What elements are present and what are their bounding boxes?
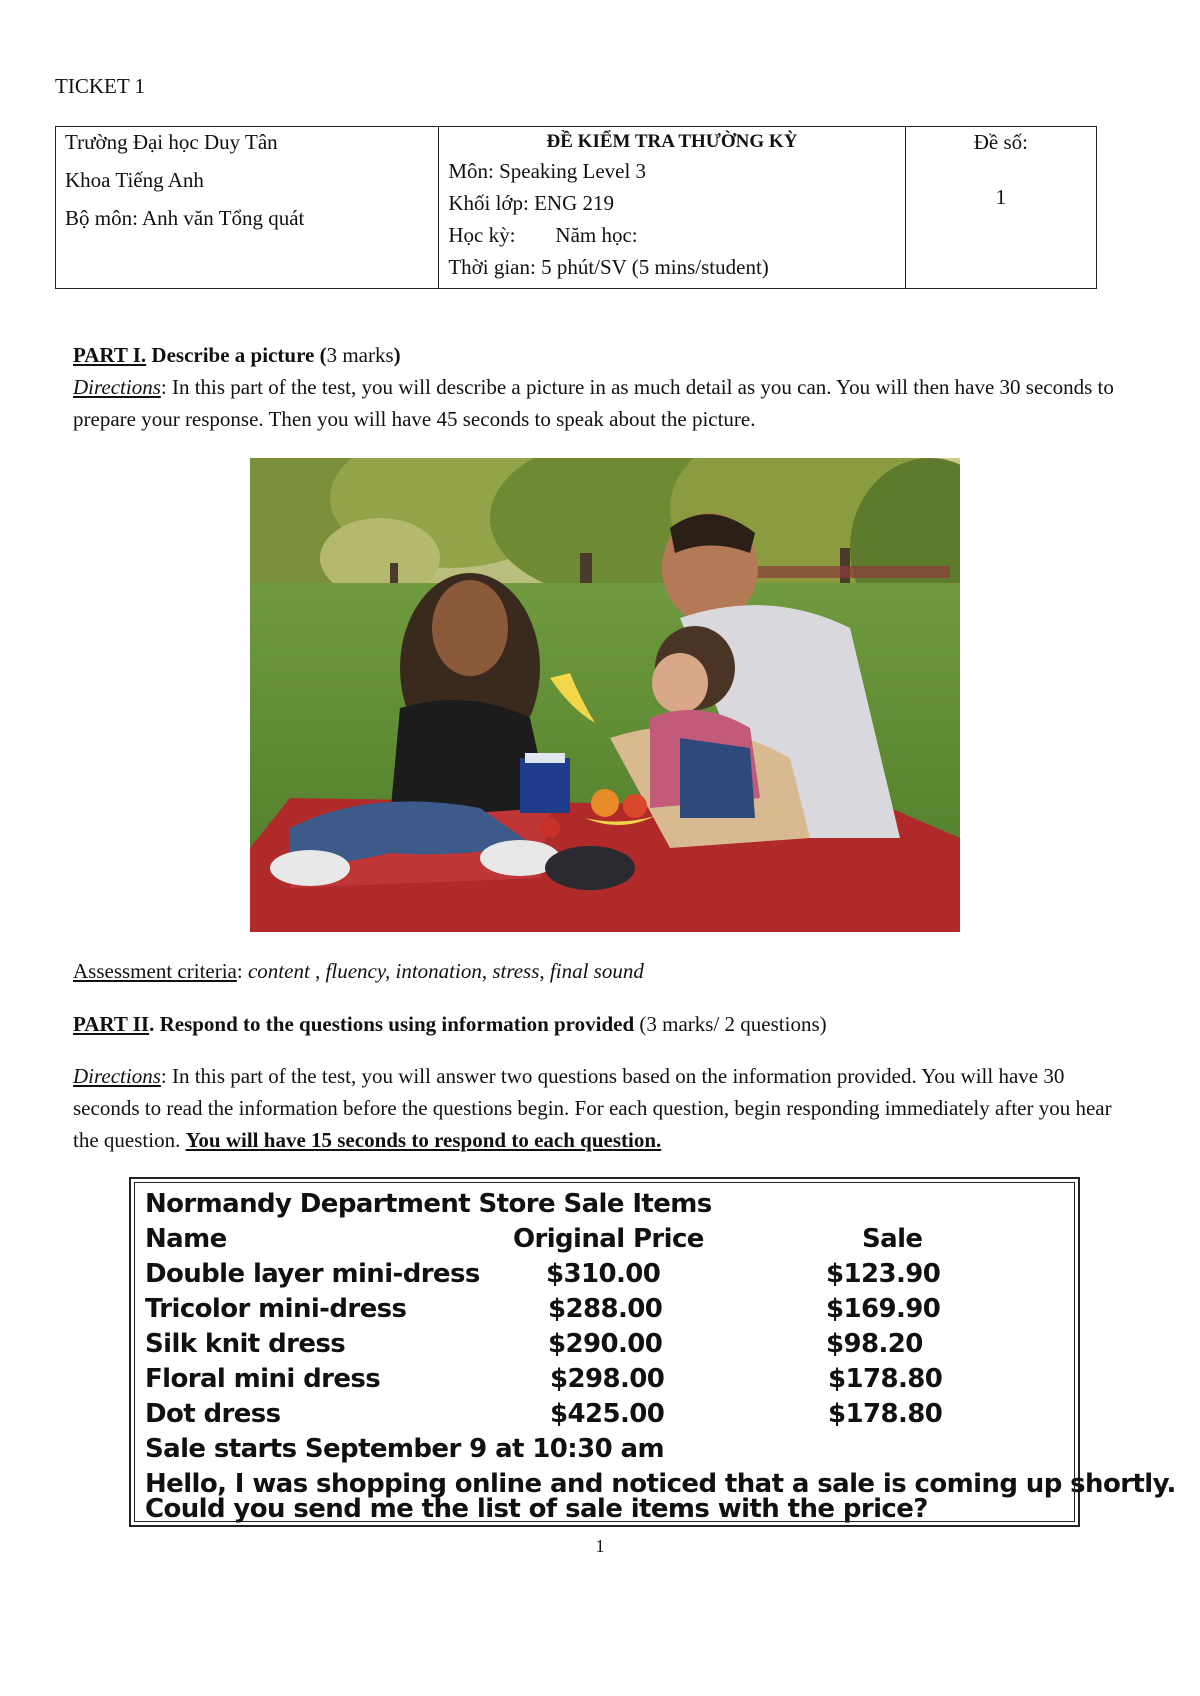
- part2-directions-emphasis: You will have 15 seconds to respond to each question.: [185, 1128, 662, 1152]
- item-sale-price: $169.90: [826, 1294, 941, 1324]
- item-original-price: $290.00: [548, 1329, 663, 1359]
- col-sale-header: Sale: [862, 1224, 923, 1254]
- item-original-price: $310.00: [546, 1259, 661, 1289]
- picnic-photo: [250, 458, 960, 932]
- exam-info-cell: [439, 127, 905, 289]
- school-info-cell: [56, 127, 439, 289]
- item-name: Double layer mini-dress: [145, 1259, 480, 1289]
- table-row: [145, 1257, 1045, 1291]
- part2-marks: (3 marks/ 2 questions): [634, 1012, 827, 1036]
- item-sale-price: $178.80: [828, 1399, 943, 1429]
- assessment-text: content , fluency, intonation, stress, final sound: [247, 959, 644, 983]
- customer-message-line-2: Could you send me the list of sale items with the price?: [145, 1494, 928, 1524]
- table-row: [145, 1362, 1045, 1396]
- sale-start-line: Sale starts September 9 at 10:30 am: [145, 1434, 664, 1464]
- table-row: [145, 1292, 1045, 1326]
- assessment-label: Assessment criteria: [73, 959, 237, 983]
- part1-marks: 3 marks: [326, 343, 394, 367]
- picnic-scene-image: [250, 458, 960, 932]
- col-original-header: Original Price: [513, 1224, 704, 1254]
- part1-heading: [73, 339, 1133, 371]
- part1-label: PART I.: [73, 343, 147, 367]
- item-name: Dot dress: [145, 1399, 281, 1429]
- item-name: Tricolor mini-dress: [145, 1294, 407, 1324]
- assessment-colon: :: [236, 959, 248, 983]
- exam-number: 1: [995, 185, 1007, 209]
- item-original-price: $425.00: [550, 1399, 665, 1429]
- part2-directions-text: : In this part of the test, you will answer two questions based on the information provided. You will have 30 seconds to read the information before the questions begin. For each question, begin responding immediately after you hear the question.: [73, 1064, 1112, 1152]
- part1-directions-label: Directions: [73, 375, 161, 399]
- item-sale-price: $98.20: [826, 1329, 923, 1359]
- part2-title: . Respond to the questions using information provided: [149, 1012, 635, 1036]
- item-original-price: $288.00: [548, 1294, 663, 1324]
- subject-line: Môn: Speaking Level 3: [448, 159, 647, 183]
- class-line: Khối lớp: ENG 219: [448, 191, 615, 215]
- part2-directions: [73, 1060, 1133, 1156]
- exam-header-table: [55, 126, 1097, 289]
- table-row: [145, 1397, 1045, 1431]
- year-label: Năm học:: [555, 223, 638, 247]
- sale-title: Normandy Department Store Sale Items: [145, 1189, 712, 1219]
- part1-directions-text: : In this part of the test, you will describe a picture in as much detail as you can. You will then have 30 seconds to prepare your response. Then you will have 45 seconds to speak about the picture.: [73, 375, 1114, 431]
- item-name: Silk knit dress: [145, 1329, 346, 1359]
- item-original-price: $298.00: [550, 1364, 665, 1394]
- semester-year-line: [439, 219, 904, 251]
- part2-directions-label: Directions: [73, 1064, 161, 1088]
- exam-title: ĐỀ KIỂM TRA THƯỜNG KỲ: [546, 131, 798, 152]
- faculty-name: Khoa Tiếng Anh: [65, 168, 204, 192]
- university-name: Trường Đại học Duy Tân: [65, 130, 278, 154]
- page-number: 1: [595, 1536, 605, 1556]
- item-sale-price: $123.90: [826, 1259, 941, 1289]
- table-row: [145, 1327, 1045, 1361]
- exam-number-label: Đề số:: [973, 130, 1028, 154]
- time-line: Thời gian: 5 phút/SV (5 mins/student): [448, 255, 769, 279]
- semester-label: Học kỳ:: [448, 223, 516, 247]
- exam-number-cell: [905, 127, 1096, 289]
- col-name-header: Name: [145, 1224, 227, 1254]
- department-name: Bộ môn: Anh văn Tổng quát: [65, 206, 305, 230]
- assessment-criteria: [73, 955, 1133, 987]
- part1-close: ): [393, 343, 401, 367]
- part1-title: Describe a picture (: [146, 343, 327, 367]
- ticket-label: TICKET 1: [55, 74, 146, 98]
- sale-header-row: [145, 1222, 1045, 1256]
- item-name: Floral mini dress: [145, 1364, 381, 1394]
- sale-items-box: [129, 1177, 1176, 1527]
- item-sale-price: $178.80: [828, 1364, 943, 1394]
- customer-message-line-1: Hello, I was shopping online and noticed that a sale is coming up shortly.: [145, 1469, 1176, 1499]
- part2-label: PART II: [73, 1012, 150, 1036]
- part2-heading: [73, 1008, 1133, 1040]
- part1-directions: [73, 371, 1133, 435]
